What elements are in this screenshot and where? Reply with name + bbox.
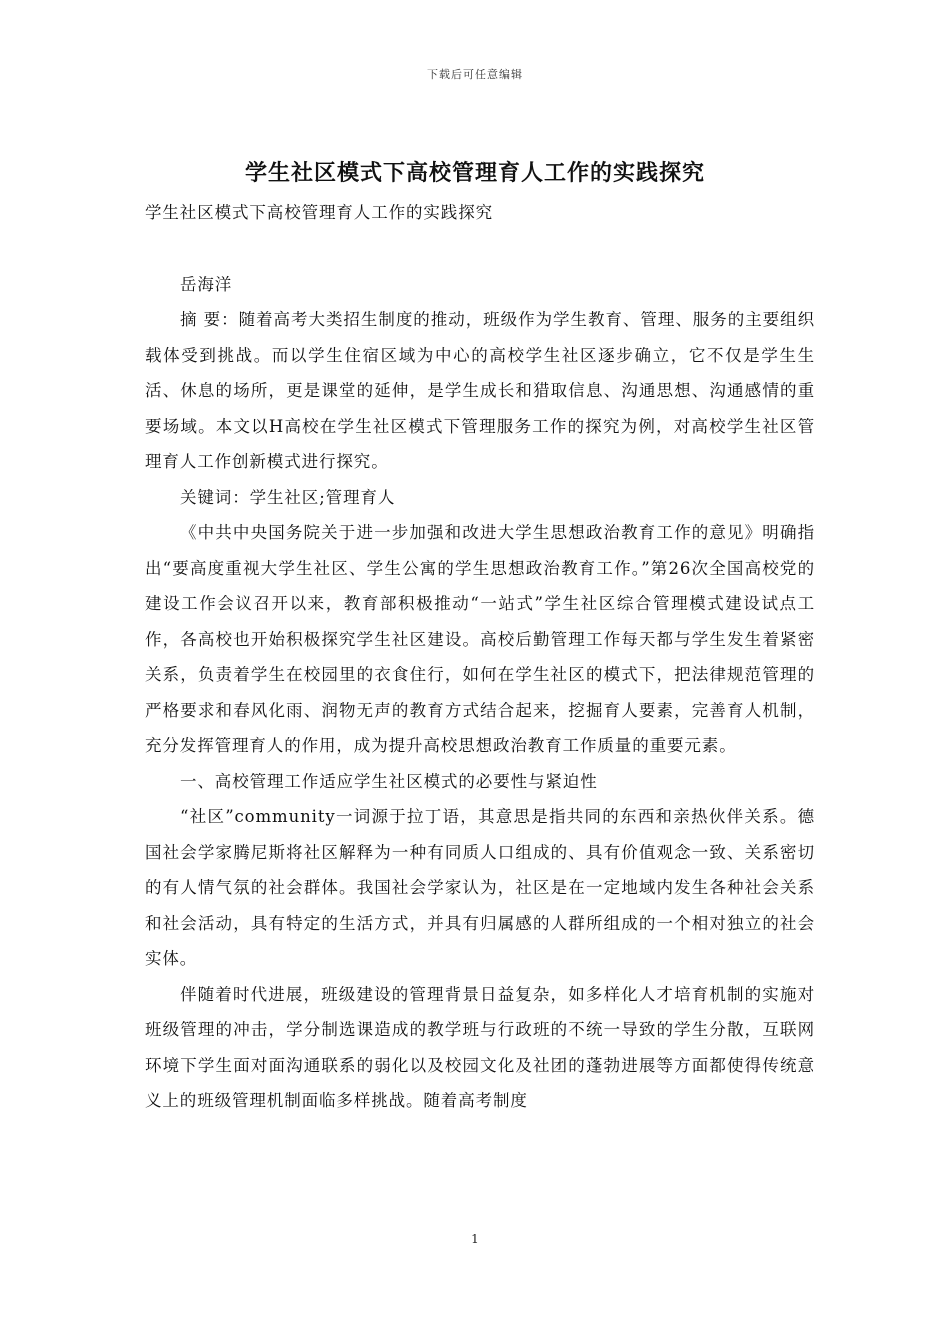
- keywords-line: 关键词：学生社区;管理育人: [180, 487, 396, 507]
- section-heading-1: 一、高校管理工作适应学生社区模式的必要性与紧迫性: [180, 771, 598, 791]
- page-number: 1: [471, 1232, 479, 1246]
- body-paragraph-2: “社区”community一词源于拉丁语，其意思是指共同的东西和亲热伙伴关系。德国社会学家腾尼斯将社区解释为一种有同质人口组成的、具有价值观念一致、关系密切的有人情气氛的社会群体。我国社会学家认为，社区是在一定地域内发生各种社会关系和社会活动，具有特定的生活方式，并具有归属感的人群所组成的一个相对独立的社会实体。: [145, 807, 815, 968]
- abstract-paragraph: 摘 要：随着高考大类招生制度的推动，班级作为学生教育、管理、服务的主要组织载体受到挑战。而以学生住宿区域为中心的高校学生社区逐步确立，它不仅是学生生活、休息的场所，更是课堂的延伸，是学生成长和猎取信息、沟通思想、沟通感情的重要场域。本文以H高校在学生社区模式下管理服务工作的探究为例，对高校学生社区管理育人工作创新模式进行探究。: [145, 310, 815, 471]
- document-body: [145, 195, 815, 1119]
- body-paragraph-3: 伴随着时代进展，班级建设的管理背景日益复杂，如多样化人才培育机制的实施对班级管理的冲击，学分制选课造成的教学班与行政班的不统一导致的学生分散，互联网环境下学生面对面沟通联系的弱化以及校园文化及社团的蓬勃进展等方面都使得传统意义上的班级管理机制面临多样挑战。随着高考制度: [145, 984, 815, 1110]
- document-title: 学生社区模式下高校管理育人工作的实践探究: [244, 160, 705, 186]
- author-name: 岳海洋: [180, 274, 233, 294]
- body-paragraph-1: 《中共中央国务院关于进一步加强和改进大学生思想政治教育工作的意见》明确指出“要高度重视大学生社区、学生公寓的学生思想政治教育工作。”第26次全国高校党的建设工作会议召开以来，教育部积极推动“一站式”学生社区综合管理模式建设试点工作，各高校也开始积极探究学生社区建设。高校后勤管理工作每天都与学生发生着紧密关系，负责着学生在校园里的衣食住行，如何在学生社区的模式下，把法律规范管理的严格要求和春风化雨、润物无声的教育方式结合起来，挖掘育人要素，完善育人机制，充分发挥管理育人的作用，成为提升高校思想政治教育工作质量的重要元素。: [145, 523, 815, 755]
- document-subtitle: 学生社区模式下高校管理育人工作的实践探究: [145, 203, 493, 222]
- spacer: [145, 231, 815, 267]
- page-header-note: 下载后可任意编辑: [427, 68, 523, 81]
